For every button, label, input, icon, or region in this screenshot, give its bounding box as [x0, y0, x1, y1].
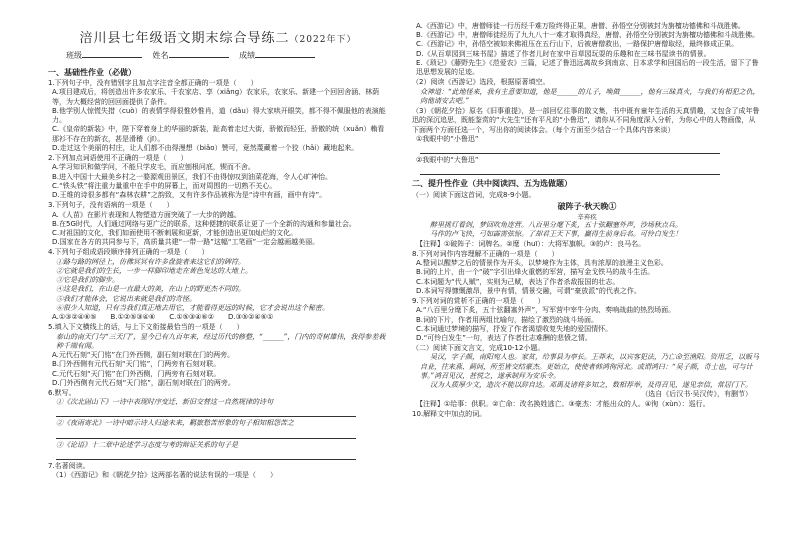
source-note: （选自《后汉书·吴汉传》，有删节） — [641, 390, 752, 399]
name-field[interactable] — [169, 50, 229, 58]
option: C.元代石刻“天门铭”在门外西侧，门两旁有石刻对联。 — [52, 369, 221, 378]
option: B.词的下片，作者用两组比喻句，描绘了激烈的战斗场面。 — [416, 315, 599, 324]
page-title — [48, 30, 388, 47]
sentence-item: ⑥很少人知道，只有当我们真正地去用它，才能看得更远的时候，它才会说出这个秘密。 — [56, 303, 329, 312]
sentence-item: ④这是我们，在山是一直最大的美，在山上的野更杰不同的。 — [56, 285, 245, 294]
title-year: （2022年下） — [289, 35, 357, 45]
option: A.《西游记》中，唐僧师徒一行历经千难万险终得正果，唐僧、孙悟空分别被封为旃檀功德佛和斗战胜佛。 — [416, 22, 745, 30]
option: A.学习知识和做学问，不能只学皮毛，而应刨根问底，锲而不舍。 — [52, 163, 255, 172]
option: D.《从百草园到三味书屋》描述了作者儿时在家中百草园玩耍的乐趣和在三味书屋读书的情景。 — [416, 49, 711, 58]
annotation: 【注释】①破阵子：词牌名。②麾（huī）：大将军旗帜。③的卢：良马名。 — [416, 239, 646, 248]
option: A.整词以醒梦之后的情景作为开头，以梦境作为主体，具有浓厚的浪漫主义色彩。 — [416, 259, 668, 268]
passage: 众神道：“此地怪来，我有主意要知道，他是______的儿子，唤做______，他有三昧真火，与我们有相犯之仇，向他请安去吧。” — [420, 87, 760, 105]
sentence-item: ②它就是我们的生长，一步一样脚印地走在黄色发达的大地上。 — [56, 266, 252, 275]
part-heading: （一）阅读下面这首词，完成8-9小题。 — [412, 190, 536, 199]
option: D.本词写得慷慨激昂，景中有情，情景交融，可谓“豪放派”的代表之作。 — [416, 286, 641, 295]
option: B.词的上片，由一个“破”字引出烽火重燃的军营，描写金戈铁马的战斗生活。 — [416, 268, 655, 277]
choice-row: A.①③②④⑥⑤ B.①②⑤③④⑥ C.①⑤③④⑥② D.③⑤②④⑥① — [52, 313, 274, 322]
sub-question: （2）阅读《西游记》选段，根据原著填空。 — [412, 78, 550, 87]
choice-item: ②我眼中的“大鲁迅” — [416, 156, 479, 165]
right-column — [412, 22, 762, 419]
sentence-item: ⑤我们才能体会，它说出来就是我们的奇怪。 — [56, 294, 196, 303]
sentence-item: ①路与路的网径上，仿佛冥冥有许多盘旋者来这它们的碑符。 — [56, 257, 245, 266]
answer-line[interactable] — [56, 430, 356, 439]
answer-line[interactable] — [56, 451, 356, 460]
class-label: 班级 — [66, 51, 82, 61]
poem-line: 马作的卢飞快，弓如霹雳弦惊。了却君王天下事，赢得生前身后名。可怜白发生！ — [430, 230, 682, 239]
sub-question: （1）《西游记》和《朝花夕拾》这两部名著的说法有误的一项是（ ） — [52, 471, 277, 480]
question-6: 6.默写。 — [48, 388, 76, 397]
option: B.在5G时代，人们通过网络与更广泛的联系，这种便捷的联系让更了一个全新的沟通和参量社会。 — [52, 219, 356, 228]
option: D.走过这个美丽的村庄，让人们都不由得漫想（biǎo）赞可，竟然蔑藏着一个狡（hǎi）藏地起来。 — [52, 143, 359, 152]
score-label: 成绩 — [239, 51, 256, 61]
option: A.“八百里分麾下炙，五十弦翻塞外声”，写军营中宰牛分肉、奏响战曲的热烈场面。 — [416, 306, 676, 315]
option: C.本词题为“代人赋”，实则为己赋，表达了作者杀敌报国的壮志。 — [416, 277, 620, 286]
question-3: 3.下列句子，没有语病的一项是（ ） — [48, 201, 174, 210]
sub-question: （3）《朝花夕拾》原名《旧事重提》，是一部回忆往事的散文集，书中既有童年生活的天真情趣，又包含了成年鲁迅的深沉追思，既能鉴赏的“大先生”还有平凡的“小鲁迅”，请你从不同角度深入分析，为你心中的人物画像，从下面两个方面任选一个，写出你的阅读体会。（每个方面至少结合一个具体内容来谈） — [412, 107, 760, 134]
option: C.“铁头铁”将注重力量重中在手中的屏幕上，而对周围的一切熟不关心。 — [52, 181, 277, 190]
question-4: 4.下列句子组成语段顺序排列正确的一项是（ ） — [48, 248, 209, 257]
option: B.进入中国十大最美乡村之一婺源观田景区，我们不由得惊叹到油菜花海，令人心旷神怡。 — [52, 172, 333, 181]
prose-paragraph: 吴汉，字子颜，南阳宛人也。家贫，给事县为亭长。王莽末，以宾客犯法，乃亡命至渔阳。资用乏，以贩马自业，往来燕、蓟间，所至皆交结豪杰。更始立，使使者韩鸿徇河北。或谓鸿曰：“吴子颜，奇士也，可与计事。”鸿召见汉，甚悦之，遂承制拜为安乐令。 — [420, 353, 759, 380]
option: A.元代石刻“天门铭”在门外西侧，副石刻对联在门的两旁。 — [52, 351, 235, 360]
answer-line[interactable] — [420, 145, 720, 154]
option: E.《琐记》《藤野先生》《范爱农》三篇，记述了鲁迅远离故乡到南京、日本求学和回国后的一段生活，留下了鲁迅思想发展的足迹。 — [416, 58, 759, 77]
option: C.《皇帝的新装》中，陛下穿着身上的华丽的新装，趾高着走过大街，骄傲而轻狂，骄傲的统（xuǎn）賴看那衫不存在的新衣，甚是滑稽（jī）。 — [52, 125, 385, 143]
option: B.他学别人惊慌失措（cuò）的表情学得很惟妙惟肖，道（dǎu）得大家哄开眼笑，都不得不佩服他的表演能力。 — [52, 106, 386, 125]
option: D.国家在各方的共同参与下，高质量共建“一带一路”这幅“工笔画”一定会越画越美丽。 — [52, 238, 320, 247]
title-text: 涪川县七年级语文期末综合导练二 — [79, 31, 290, 46]
answer-line[interactable] — [420, 166, 720, 175]
name-label: 姓名 — [152, 51, 169, 61]
option: D.王维的诗很多都有“森林农耕”之韵致，又有许多作品被称为是“诗中有画，画中有诗”。 — [52, 191, 327, 200]
student-info — [66, 50, 388, 62]
part-heading: （二）阅读下面文言文，完成10-12小题。 — [412, 344, 545, 353]
left-column — [48, 22, 388, 480]
prose-paragraph: 汉为人质厚少文，造次不能以辞自达。邓禹及诸将多知之，数相荐举，及得召见，遂见亲信，常居门下。 — [430, 381, 752, 390]
option: A.《人苗》在影片表现和人物塑造方面突破了一大步的跨越。 — [52, 210, 241, 219]
poem-title: 破阵子·秋天晚① — [557, 201, 617, 212]
section-heading: 二、提升性作业（共中阅读四、五为选做题） — [412, 179, 572, 189]
option: A.项目建成后，将创造出许多农家乐、千农家店、享（xiǎng）农家乐，农家乐、新建一个回回舍涵、林荫等，为大概经营的回回面提供了条件。 — [52, 88, 380, 106]
dictation-item: ③《论语》十二章中论述学习态度与考的辩证关系的句子是 — [56, 440, 238, 449]
poem-author: 辛弃疾 — [577, 212, 597, 221]
answer-line[interactable] — [56, 408, 356, 417]
passage: 泰山的南天门与“三天门”，显今已有九百年来，经过历代的修整，“______”，门内的奇树雄伟，我得参差栽种千端有闻。 — [56, 332, 386, 350]
question-5: 5.填入下文横线上的话，与上下文衔接最恰当的一项是（ ） — [48, 323, 244, 332]
section-heading: 一、基础性作业（必做） — [48, 67, 136, 77]
dictation-item: ②《夜雨寄北》一诗中暗示诗人归途未来，羁旅愁苦形象的句子相知相怨苦之 — [56, 419, 294, 428]
option: D.门外西侧有元代石刻“天门铭”，副石刻对联在门的两旁。 — [52, 378, 235, 387]
choice-item: ①我眼中的“小鲁迅” — [416, 134, 479, 143]
annotation: 【注释】①给事：供职。②亡命：改名换姓逃亡。③豪杰：才能出众的人。④徇（xùn）：巡行。 — [416, 399, 710, 408]
score-field[interactable] — [255, 50, 315, 58]
option: C.对祖国的文化，我们如面使用不断刺展和更新，才能创造出更加灿烂的文化。 — [52, 229, 298, 237]
option: C.《西游记》中，孙悟空被如来佛祖压在五行山下，后被唐僧救出，一路保护唐僧取经，最终修成正果。 — [416, 40, 739, 49]
option: D.“可怜白发生”一句，表达了作者壮志难酬的悲愤之情。 — [416, 334, 592, 342]
question-2: 2.下列加点词语使用不正确的一项是（ ） — [48, 154, 188, 163]
question-1: 1.下列句子中，没有错别字且加点字注音全都正确的一项是（ ） — [48, 79, 258, 88]
class-field[interactable] — [82, 50, 142, 58]
question-8: 8.下列对词作内容理解不正确的一项是（ ） — [412, 249, 559, 258]
dictation-item: ①《次北固山下》一诗中表现时序变迁、新旧交替这一自然规律的诗句 — [56, 398, 273, 407]
poem-line: 醉里挑灯看剑，梦回吹角连营。八百里分麾下炙，五十弦翻塞外声，沙场秋点兵。 — [430, 221, 682, 230]
option: B.门外西侧有元代石刻“天门铭”，门两旁有石刻对联。 — [52, 360, 221, 369]
question-7: 7.名著阅读。 — [48, 461, 90, 470]
option: B.《西游记》中，唐僧师徒经历了九九八十一难才取得真经，唐僧、孙悟空分别被封为旃檀功德佛和斗战胜佛。 — [416, 31, 760, 40]
question-10: 10.解释文中加点的词。 — [412, 409, 487, 418]
option: C.本词通过梦境的描写，抒发了作者渴望收复失地的爱国情怀。 — [416, 324, 613, 333]
sentence-item: ③它是我们的脚步。 — [56, 276, 119, 285]
question-9: 9.下列对词的赏析不正确的一项是（ ） — [412, 297, 545, 306]
